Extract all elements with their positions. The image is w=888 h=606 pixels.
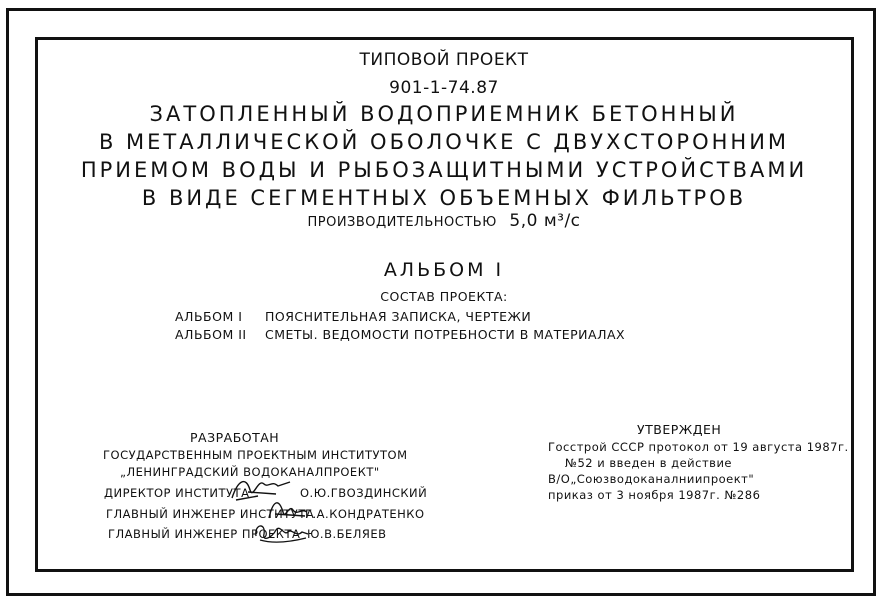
approved-line-1: Госстрой СССР протокол от 19 августа 1987г. bbox=[548, 440, 849, 454]
approved-heading: УТВЕРЖДЕН bbox=[637, 422, 722, 437]
signature-project-engineer-icon bbox=[250, 516, 312, 548]
project-number: 901-1-74.87 bbox=[389, 78, 499, 98]
approved-line-2: №52 и введен в действие bbox=[565, 456, 732, 470]
contents-item-description: СМЕТЫ. ВЕДОМОСТИ ПОТРЕБНОСТИ В МАТЕРИАЛАХ bbox=[265, 327, 626, 342]
album-title: АЛЬБОМ I bbox=[383, 259, 505, 281]
contents-item bbox=[175, 327, 625, 342]
contents-heading: СОСТАВ ПРОЕКТА: bbox=[380, 289, 508, 304]
project-name-line-4: В ВИДЕ СЕГМЕНТНЫХ ОБЪЕМНЫХ ФИЛЬТРОВ bbox=[141, 186, 747, 210]
project-name-line-3: ПРИЕМОМ ВОДЫ И РЫБОЗАЩИТНЫМИ УСТРОЙСТВАМИ bbox=[80, 158, 808, 182]
signatory-name: Ю.В.БЕЛЯЕВ bbox=[307, 527, 387, 541]
capacity bbox=[0, 211, 888, 231]
developed-heading: РАЗРАБОТАН bbox=[190, 430, 280, 445]
approved-line-4: приказ от 3 ноября 1987г. №286 bbox=[548, 488, 761, 502]
capacity-label: ПРОИЗВОДИТЕЛЬНОСТЬЮ bbox=[307, 215, 497, 230]
project-heading: ТИПОВОЙ ПРОЕКТ bbox=[359, 50, 529, 70]
developed-org-line-1: ГОСУДАРСТВЕННЫМ ПРОЕКТНЫМ ИНСТИТУТОМ bbox=[103, 448, 408, 462]
signatory-role: ГЛАВНЫЙ ИНЖЕНЕР ПРОЕКТА bbox=[108, 527, 301, 541]
developed-org-line-2: „ЛЕНИНГРАДСКИЙ ВОДОКАНАЛПРОЕКТ" bbox=[120, 465, 380, 479]
signatory-name: О.Ю.ГВОЗДИНСКИЙ bbox=[300, 486, 428, 500]
signatory-role: ДИРЕКТОР ИНСТИТУТА bbox=[104, 486, 250, 500]
signatory-name: Г.А.КОНДРАТЕНКО bbox=[305, 507, 425, 521]
project-name-line-1: ЗАТОПЛЕННЫЙ ВОДОПРИЕМНИК БЕТОННЫЙ bbox=[149, 102, 739, 126]
contents-item bbox=[175, 309, 531, 324]
capacity-value: 5,0 м³/с bbox=[509, 211, 581, 231]
contents-item-album: АЛЬБОМ II bbox=[175, 327, 247, 342]
signatory-role: ГЛАВНЫЙ ИНЖЕНЕР ИНСТИТУТА bbox=[106, 507, 315, 521]
project-name-line-2: В МЕТАЛЛИЧЕСКОЙ ОБОЛОЧКЕ С ДВУХСТОРОННИМ bbox=[98, 130, 790, 154]
contents-item-description: ПОЯСНИТЕЛЬНАЯ ЗАПИСКА, ЧЕРТЕЖИ bbox=[265, 309, 532, 324]
contents-item-album: АЛЬБОМ I bbox=[175, 309, 243, 324]
approved-line-3: В/О„Союзводоканалниипроект" bbox=[548, 472, 755, 486]
